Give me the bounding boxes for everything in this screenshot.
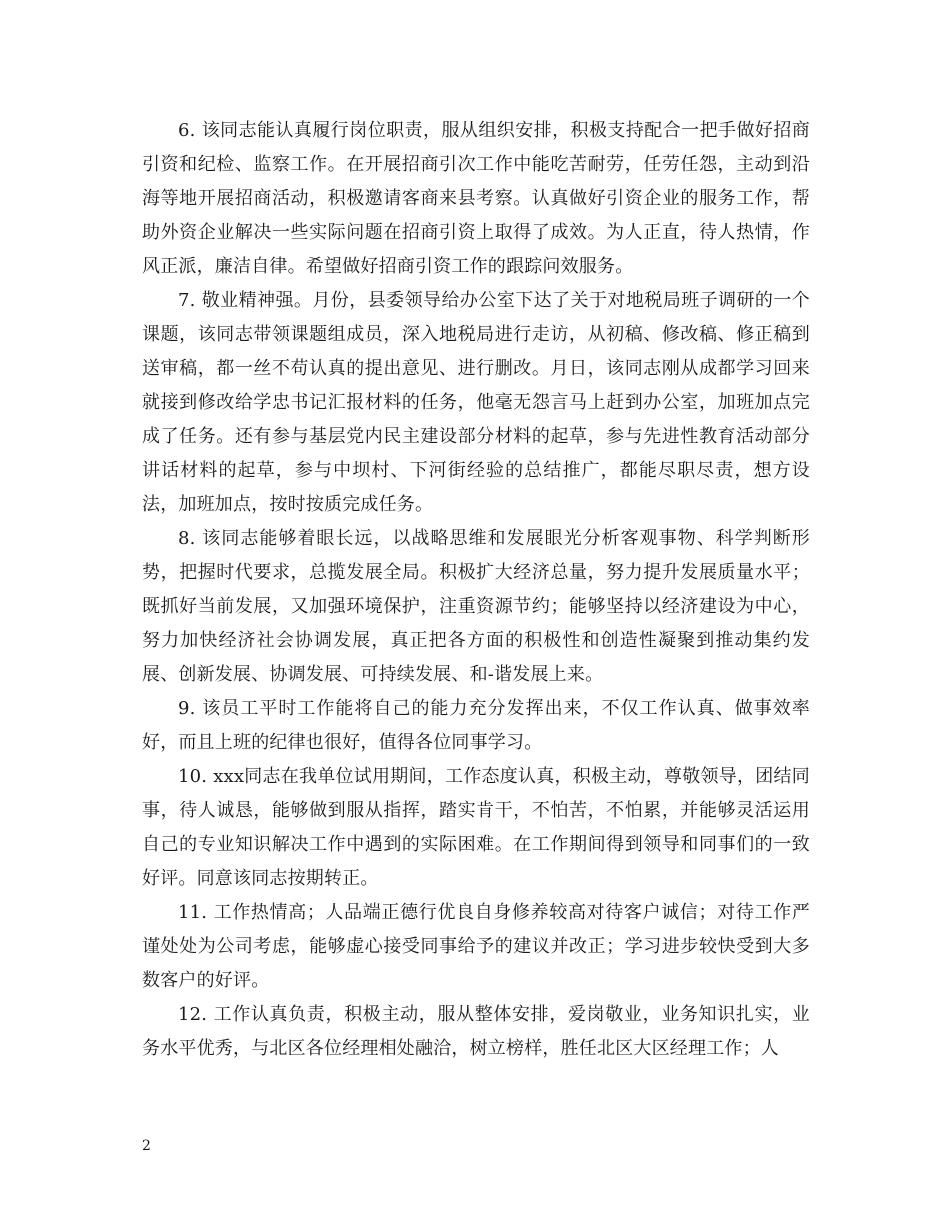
paragraph-6: 6. 该同志能认真履行岗位职责，服从组织安排，积极支持配合一把手做好招商引资和纪检、监察工作。在开展招商引次工作中能吃苦耐劳，任劳任怨，主动到沿海等地开展招商活动，积极邀请客商来县考察。认真做好引资企业的服务工作，帮助外资企业解决一些实际问题在招商引资上取得了成效。为人正直，待人热情，作风正派，廉洁自律。希望做好招商引资工作的跟踪问效服务。 [142, 120, 810, 277]
paragraph-11: 11. 工作热情高；人品端正德行优良自身修养较高对待客户诚信；对待工作严谨处处为公司考虑，能够虚心接受同事给予的建议并改正；学习进步较快受到大多数客户的好评。 [142, 902, 810, 991]
paragraph-12: 12. 工作认真负责，积极主动，服从整体安排，爱岗敬业，业务知识扎实，业务水平优秀，与北区各位经理相处融洽，树立榜样，胜任北区大区经理工作；人 [142, 1004, 810, 1059]
paragraph-10: 10. xxx同志在我单位试用期间，工作态度认真，积极主动，尊敬领导，团结同事，待人诚恳，能够做到服从指挥，踏实肯干，不怕苦，不怕累，并能够灵活运用自己的专业知识解决工作中遇到的实际困难。在工作期间得到领导和同事们的一致好评。同意该同志按期转正。 [142, 766, 810, 889]
paragraph-8: 8. 该同志能够着眼长远，以战略思维和发展眼光分析客观事物、科学判断形势，把握时代要求，总揽发展全局。积极扩大经济总量，努力提升发展质量水平；既抓好当前发展，又加强环境保护，注重资源节约；能够坚持以经济建设为中心，努力加快经济社会协调发展，真正把各方面的积极性和创造性凝聚到推动集约发展、创新发展、协调发展、可持续发展、和-谐发展上来。 [142, 528, 810, 685]
paragraph-7: 7. 敬业精神强。月份，县委领导给办公室下达了关于对地税局班子调研的一个课题，该同志带领课题组成员，深入地税局进行走访，从初稿、修改稿、修正稿到送审稿，都一丝不苟认真的提出意见、进行删改。月日，该同志刚从成都学习回来就接到修改给学忠书记汇报材料的任务，他毫无怨言马上赶到办公室，加班加点完成了任务。还有参与基层党内民主建设部分材料的起草，参与先进性教育活动部分讲话材料的起草，参与中坝村、下河街经验的总结推广，都能尽职尽责，想方设法，加班加点，按时按质完成任务。 [142, 290, 810, 515]
page-number: 2 [142, 1138, 151, 1154]
paragraph-9: 9. 该员工平时工作能将自己的能力充分发挥出来，不仅工作认真、做事效率好，而且上班的纪律也很好，值得各位同事学习。 [142, 698, 810, 753]
document-body [142, 114, 810, 1066]
